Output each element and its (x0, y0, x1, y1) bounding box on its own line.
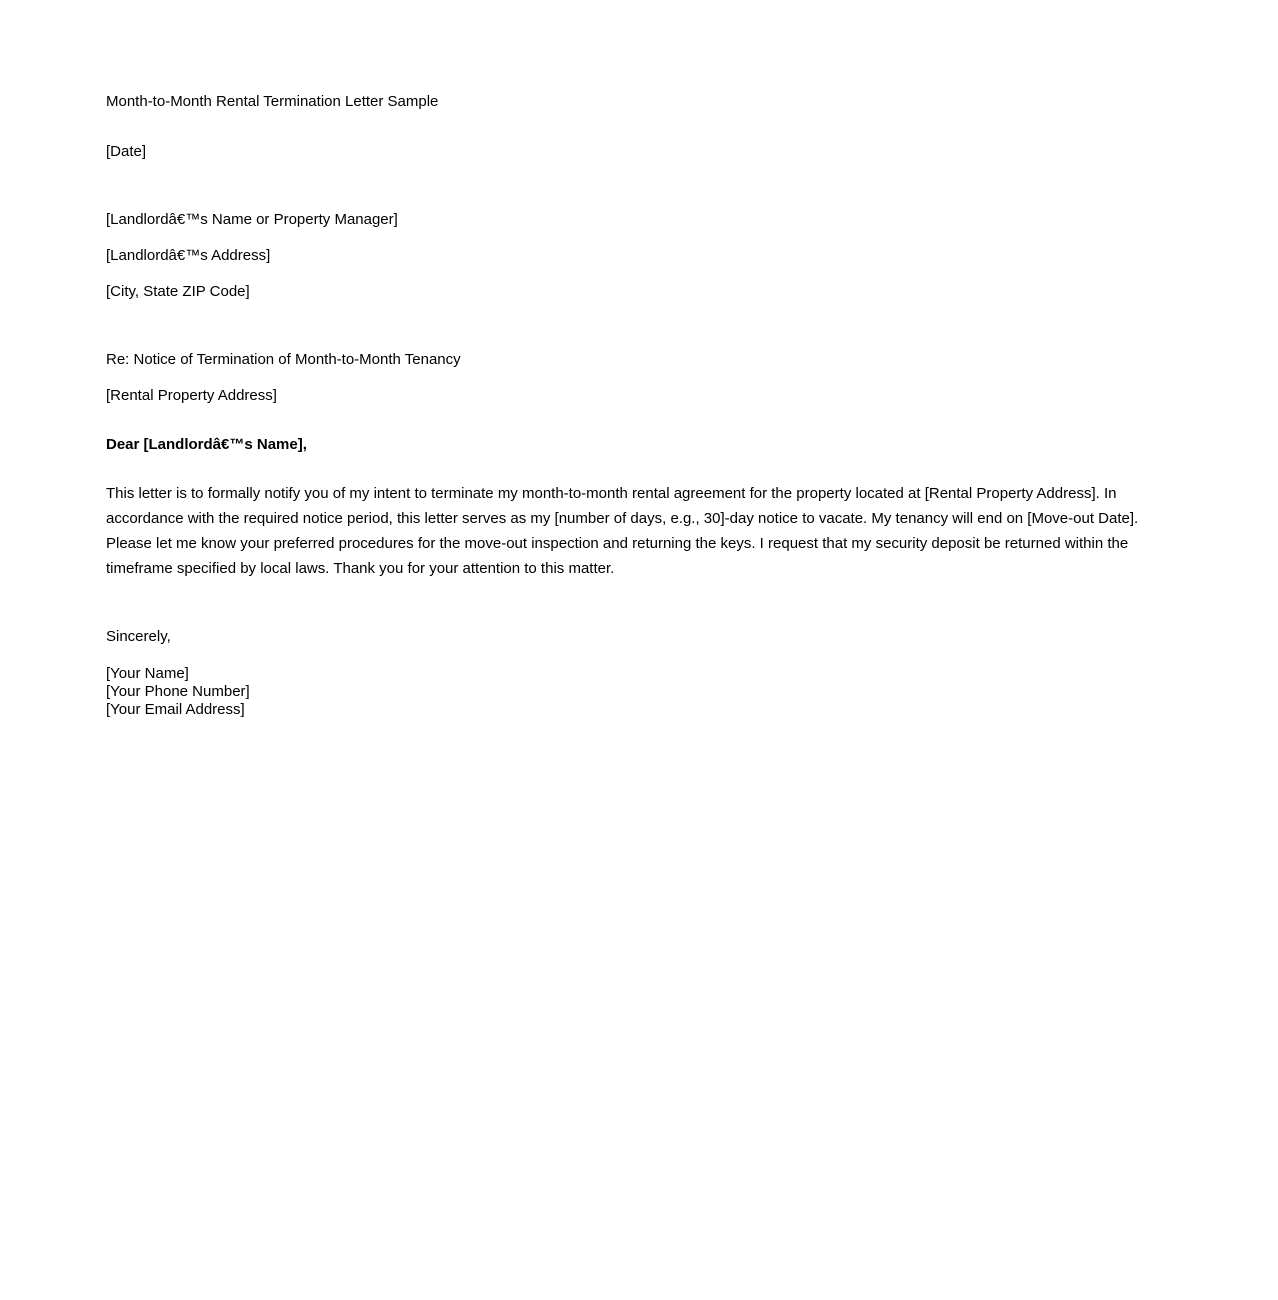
rental-property-address: [Rental Property Address] (106, 387, 277, 404)
recipient-address: [Landlordâ€™s Address] (106, 247, 271, 264)
subject-line: Re: Notice of Termination of Month-to-Month Tenancy (106, 351, 461, 368)
signature-email: [Your Email Address] (106, 701, 245, 718)
recipient-block (106, 211, 1168, 301)
date-placeholder: [Date] (106, 143, 147, 160)
signature-block (106, 665, 1168, 719)
letter-body: This letter is to formally notify you of my intent to terminate my month-to-month rental agreement for the property located at [Rental Property Address]. In accordance with the required notice period, this letter serves as my [number of days, e.g., 30]-day notice to vacate. My tenancy will end on [Move-out Date]. Please let me know your preferred procedures for the move-out inspection and returning the keys. I request that my security deposit be returned within the timeframe specified by local laws. Thank you for your attention to this matter. (106, 485, 1139, 577)
closing: Sincerely, (106, 628, 171, 645)
document-title: Month-to-Month Rental Termination Letter Sample (106, 93, 439, 110)
recipient-city-state-zip: [City, State ZIP Code] (106, 283, 250, 300)
salutation: Dear [Landlordâ€™s Name], (106, 436, 307, 453)
signature-name: [Your Name] (106, 665, 189, 682)
signature-phone: [Your Phone Number] (106, 683, 250, 700)
recipient-name: [Landlordâ€™s Name or Property Manager] (106, 211, 398, 228)
